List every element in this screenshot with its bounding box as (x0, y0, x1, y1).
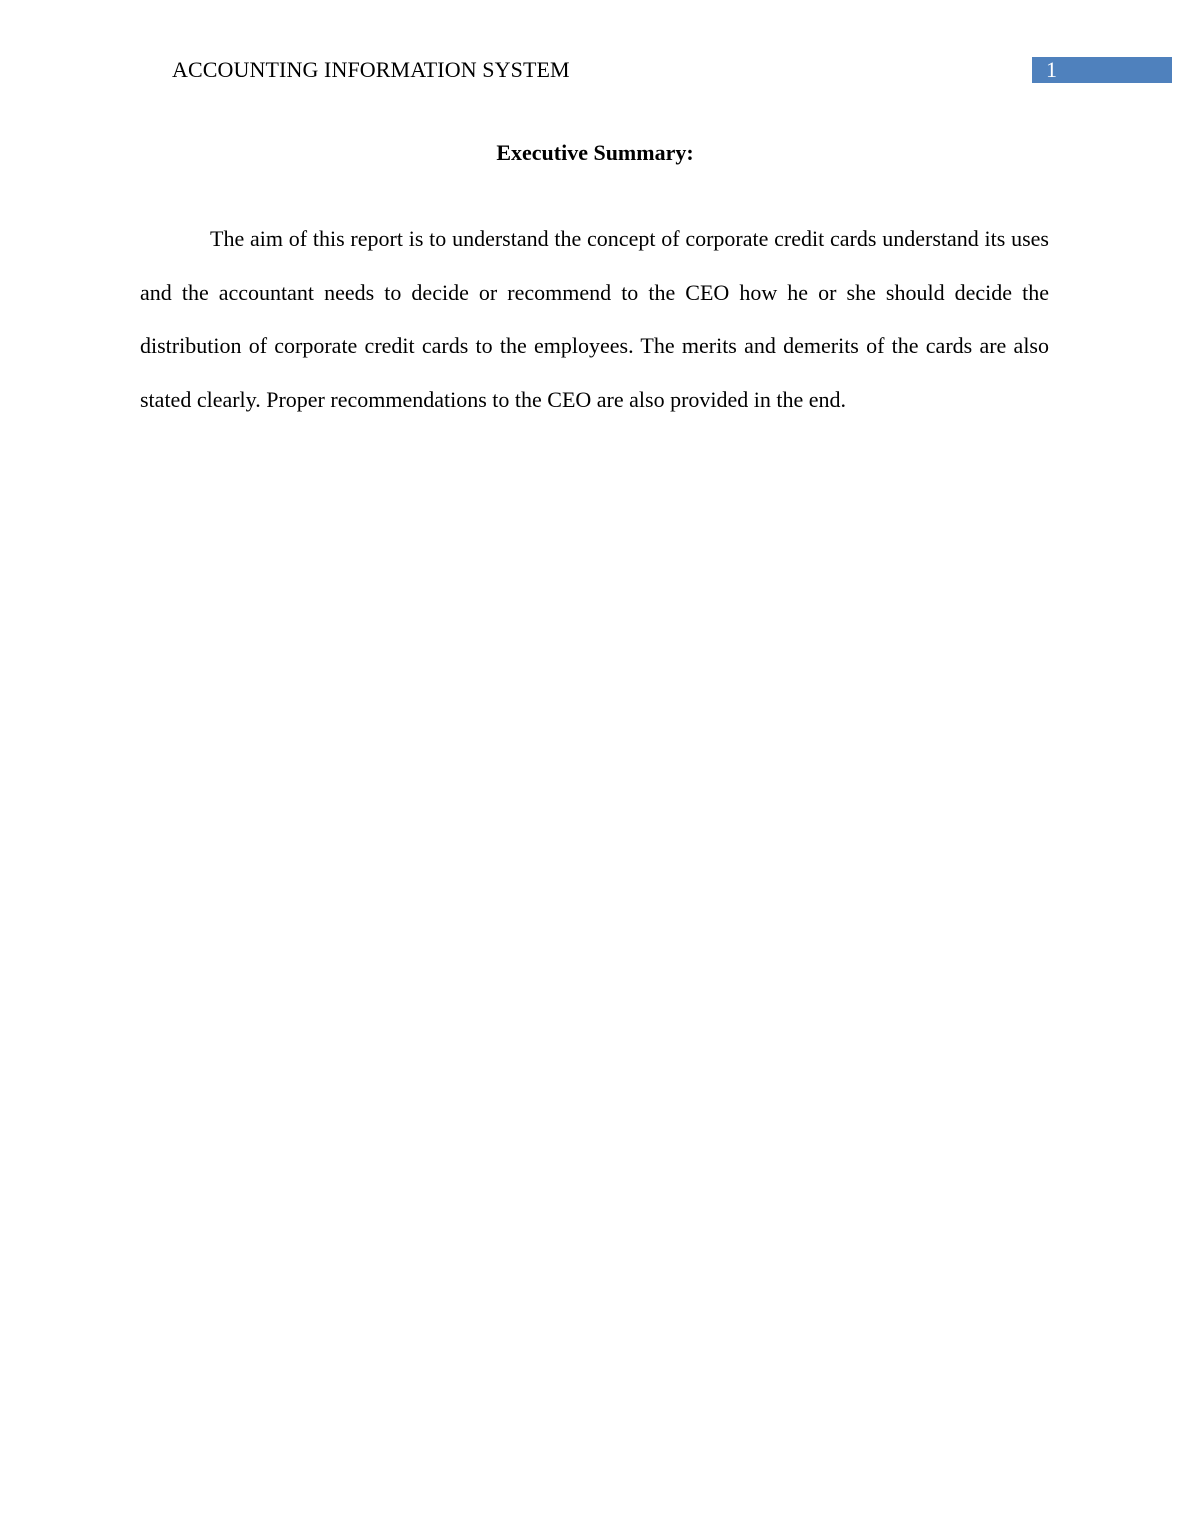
body-paragraph: The aim of this report is to understand the concept of corporate credit cards understand its uses and the accountant needs to decide or recommend to the CEO how he or she should decide the distribution of corporate credit cards to the employees. The merits and demerits of the cards are also stated clearly. Proper recommendations to the CEO are also provided in the end. (140, 226, 1049, 413)
section-title: Executive Summary: (496, 140, 694, 165)
running-head: ACCOUNTING INFORMATION SYSTEM (172, 57, 570, 82)
page-number: 1 (1046, 57, 1057, 82)
page-number-bar (1032, 57, 1172, 83)
